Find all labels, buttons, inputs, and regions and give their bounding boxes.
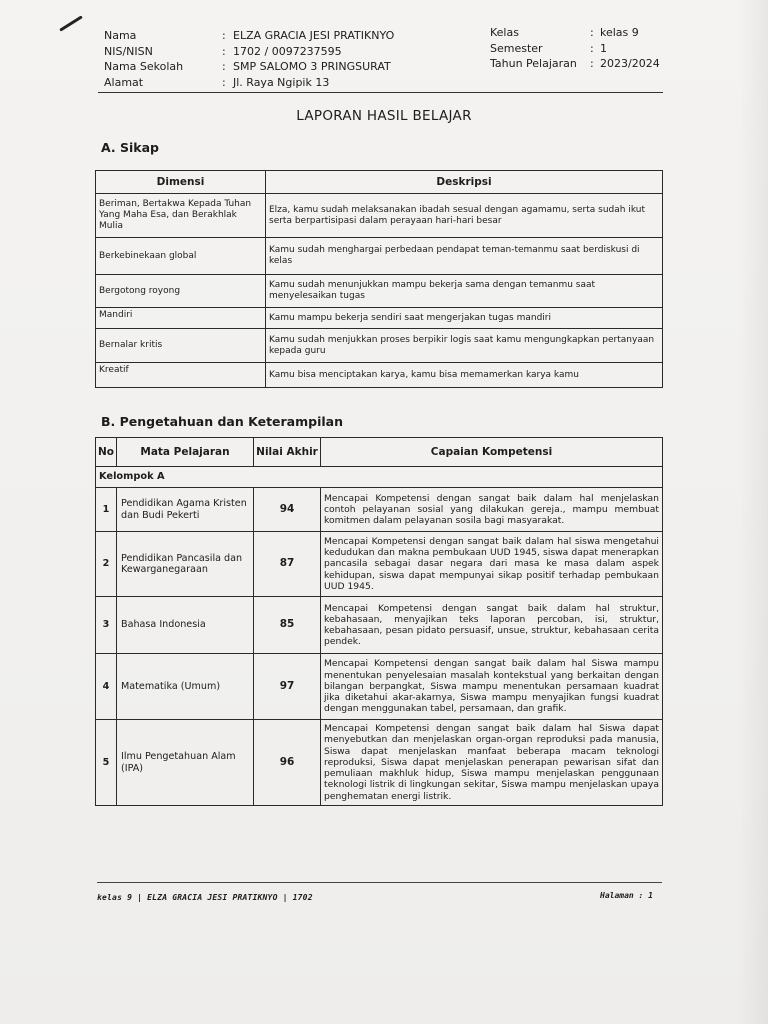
table-row [96,238,663,275]
score-cell: 96 [254,720,321,806]
identity-colons [222,28,226,90]
col-deskripsi: Deskripsi [266,171,663,194]
label-semester: Semester [490,41,543,55]
class-labels [490,25,577,72]
dimensi-cell: Bernalar kritis [96,329,266,363]
table-row [96,720,663,806]
dimensi-cell: Bergotong royong [96,275,266,308]
subject-cell: Matematika (Umum) [117,654,254,720]
row-number: 2 [96,532,117,597]
header-divider [98,92,663,93]
colon: : [590,41,594,55]
colon: : [590,26,594,39]
dimensi-cell: Kreatif [96,363,266,388]
row-number: 3 [96,597,117,654]
subject-cell: Ilmu Pengetahuan Alam (IPA) [117,720,254,806]
value-tahun: 2023/2024 [600,57,660,70]
sikap-header-row [96,171,663,194]
competency-cell: Mencapai Kompetensi dengan sangat baik dalam hal siswa mengetahui kedudukan dan makna pembukaan UUD 1945, siswa dapat menerapkan pancasila sebagai dasar negara dari masa ke masa dalam aspek kehidupan, siswa dapat mempunyai sikap positif terhadap pembukaan UUD 1945. [321,532,663,597]
score-cell: 87 [254,532,321,597]
nilai-header-row [96,438,663,467]
col-no: No [96,438,117,467]
class-values [600,25,660,72]
label-tahun: Tahun Pelajaran [490,57,577,70]
label-sekolah: Nama Sekolah [104,60,184,73]
footer-page-number: Halaman : 1 [600,891,653,900]
row-number: 5 [96,720,117,806]
value-kelas: kelas 9 [600,26,639,39]
table-row [96,308,663,329]
competency-cell: Mencapai Kompetensi dengan sangat baik dalam hal Siswa dapat menyebutkan dan menjelaskan organ-organ reproduksi pada manusia, Siswa dapat menjelaskan manfaat beberapa macam teknologi reproduksi, Siswa dapat menjelaskan penerapan pewarisan sifat dan pemuliaan makhluk hidup, Siswa mampu menjelaskan penggunaan teknologi listrik di lingkungan sekitar, Siswa mampu menjelaskan upaya penghematan energi listrik. [321,720,663,806]
competency-cell: Mencapai Kompetensi dengan sangat baik dalam hal Siswa mampu menentukan penyelesaian masalah kontekstual yang berkaitan dengan bilangan berpangkat, Siswa mampu menentukan persamaan kuadrat jika diketahui akar-akarnya, Siswa mampu menyajikan fungsi kuadrat dengan menggunakan tabel, persamaan, dan grafik. [321,654,663,720]
nilai-table [95,437,663,806]
value-alamat: Jl. Raya Ngipik 13 [233,75,330,89]
footer-divider [97,882,662,883]
page-title: LAPORAN HASIL BELAJAR [296,108,472,124]
class-colons [590,25,594,72]
table-row [96,532,663,597]
deskripsi-cell: Kamu sudah menghargai perbedaan pendapat teman-temanmu saat berdiskusi di kelas [266,238,663,275]
row-number: 1 [96,488,117,532]
table-row [96,194,663,238]
value-nama: ELZA GRACIA JESI PRATIKNYO [233,29,395,42]
group-row [96,467,663,488]
table-row [96,654,663,720]
footer-student-info: kelas 9 | ELZA GRACIA JESI PRATIKNYO | 1702 [97,893,313,902]
deskripsi-cell: Kamu sudah menjukkan proses berpikir logis saat kamu mengungkapkan pertanyaan kepada guru [266,329,663,363]
table-row [96,275,663,308]
group-label: Kelompok A [96,467,663,488]
table-row [96,329,663,363]
colon: : [222,75,226,89]
competency-cell: Mencapai Kompetensi dengan sangat baik dalam hal struktur, kebahasaan, menyajikan teks laporan percoban, isi, struktur, kebahasaan, pesan pidato persuasif, unsue, struktur, kebahasaan cerita pendek. [321,597,663,654]
value-nis: 1702 / 0097237595 [233,44,342,58]
label-kelas: Kelas [490,26,519,39]
paper-edge-shadow [738,0,768,1024]
deskripsi-cell: Kamu bisa menciptakan karya, kamu bisa memamerkan karya kamu [266,363,663,388]
dimensi-cell: Beriman, Bertakwa Kepada Tuhan Yang Maha Esa, dan Berakhlak Mulia [96,194,266,238]
label-nama: Nama [104,29,137,42]
deskripsi-cell: Kamu mampu bekerja sendiri saat mengerjakan tugas mandiri [266,308,663,329]
table-row [96,488,663,532]
colon: : [222,60,226,73]
label-nis: NIS/NISN [104,44,153,58]
colon: : [590,57,594,70]
score-cell: 94 [254,488,321,532]
col-capaian: Capaian Kompetensi [321,438,663,467]
col-nilai-akhir: Nilai Akhir [254,438,321,467]
colon: : [222,44,226,58]
dimensi-cell: Mandiri [96,308,266,329]
deskripsi-cell: Elza, kamu sudah melaksanakan ibadah sesual dengan agamamu, serta sudah ikut serta berpartisipasi dalam perayaan hari-hari besar [266,194,663,238]
section-b-heading: B. Pengetahuan dan Keterampilan [101,414,343,429]
pen-mark [59,15,83,31]
col-dimensi: Dimensi [96,171,266,194]
label-alamat: Alamat [104,75,144,89]
subject-cell: Bahasa Indonesia [117,597,254,654]
colon: : [222,29,226,42]
sikap-table [95,170,663,388]
identity-values [233,28,394,90]
col-mata-pelajaran: Mata Pelajaran [117,438,254,467]
value-semester: 1 [600,41,607,55]
table-row [96,597,663,654]
subject-cell: Pendidikan Pancasila dan Kewarganegaraan [117,532,254,597]
table-row [96,363,663,388]
score-cell: 97 [254,654,321,720]
dimensi-cell: Berkebinekaan global [96,238,266,275]
row-number: 4 [96,654,117,720]
identity-labels [104,28,183,90]
competency-cell: Mencapai Kompetensi dengan sangat baik dalam hal menjelaskan contoh pelayanan sosial yang dilakukan gereja., mampu membuat komitmen dalam pelayanan sosila bagi masyarakat. [321,488,663,532]
value-sekolah: SMP SALOMO 3 PRINGSURAT [233,60,391,73]
deskripsi-cell: Kamu sudah menunjukkan mampu bekerja sama dengan temanmu saat menyelesaikan tugas [266,275,663,308]
subject-cell: Pendidikan Agama Kristen dan Budi Pekerti [117,488,254,532]
score-cell: 85 [254,597,321,654]
section-a-heading: A. Sikap [101,140,159,155]
